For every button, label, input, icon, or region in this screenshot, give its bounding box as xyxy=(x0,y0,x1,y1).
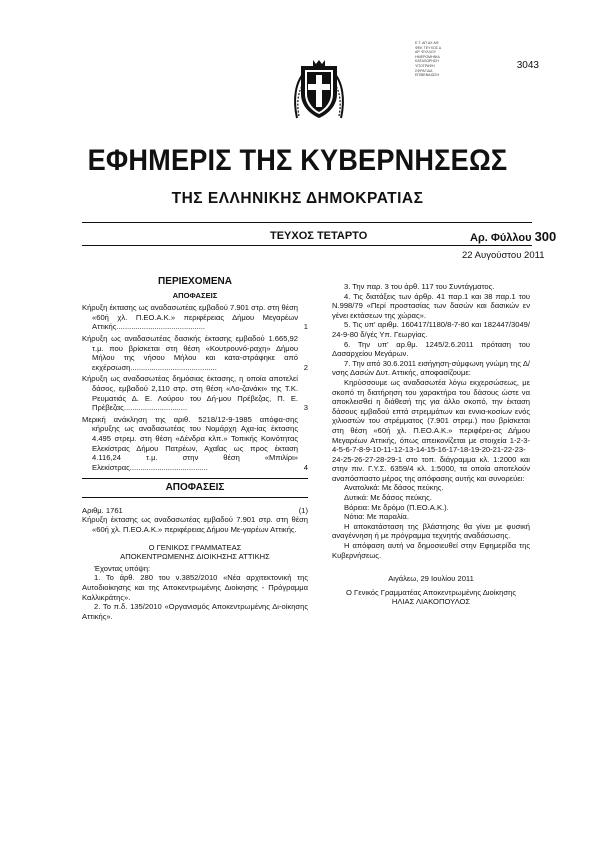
decisions-heading: ΑΠΟΦΑΣΕΙΣ xyxy=(165,482,225,494)
contents-entry xyxy=(82,374,308,412)
restoration-clause: Η αποκατάσταση της βλάστησης θα γίνει με φυσική αναγέννηση ή με πρόγραμμα τεχνητής αναδάσωσης. xyxy=(332,521,530,541)
contents-entry xyxy=(82,415,308,473)
section-divider xyxy=(82,497,308,498)
stamp-line: ΑΡ. ΦΥΛΛΟΥ xyxy=(415,50,437,55)
stamp-line: ΣΦΡΑΓΙΔΑ xyxy=(415,68,433,73)
boundary-west: Δυτικά: Με δάσος πεύκης. xyxy=(344,493,432,503)
contents-entry-text: Κήρυξη ως αναδασωτέας δημόσιας έκτασης, η οποία αποτελεί δάσος, εμβαδού 2,110 στρ. στη θέση «Λο-ζανάκι» της Τ.Κ. Ρευματιάς Δ. Ε. Λούρου του Δή-μου Πρέβεζας, Π. Ε. Πρέβεζας.............................. xyxy=(82,374,298,413)
recital-item: 1. Το άρθ. 280 του ν.3852/2010 «Νέα αρχιτεκτονική της Αυτοδιοίκησης και της Αποκεντρωμένης Διοίκησης - Πρόγραμμα Καλλικράτης». xyxy=(82,573,308,602)
stamp-line: ΥΠΟΓΡΑΦΗ xyxy=(415,63,435,68)
stamp-line: ΦΕΚ ΤΕΥΧΟΣ Δ xyxy=(415,45,442,50)
decision-body: Κηρύσσουμε ως αναδασωτέα λόγω εκχερσώσεως, με σκοπό τη διατήρηση του χαρακτήρα του δάσους ώστε να αποκλεισθεί η διάθεσή της για άλλο σκοπό, την έκταση δάσους εμβαδού επτά στρεμμάτων και εννια-κοσίων ενός χιλιοστών του στρέμματος (7.901 στρεμ.) που βρίσκεται στη θέση «60ή χλ. Π.ΕΟ.Α.Κ.» περιφέρει-ας Δήμου Μεγαρέων Αττικής, όπως απεικονίζεται με στοιχεία 1-2-3-4-5-6-7-8-9-10-11-12-13-14-15-16-17-18-19-20-21-22-23-24-25-26-27-28-29-1 στο τοπ. διάγραμμα κλ. 1:2000 και στην πιν. Γ.Υ.Σ. 6359/4 κλ. 1:5000, τα οποία αποτελούν αναπόσπαστο μέρος της απόφασης αυτής και συνορεύει: xyxy=(332,377,530,483)
decision-summary: Κήρυξη έκτασης ως αναδασωτέας εμβαδού 7.901 στρ. στη θέση «60ή χλ. Π.ΕΟ.Α.Κ.» περιφέρειας Δήμου Με-γαρέων Αττικής. xyxy=(82,515,308,535)
recital-item: 2. Το π.δ. 135/2010 «Οργανισμός Αποκεντρωμένης Δι-οίκησης Αττικής». xyxy=(82,602,308,621)
right-column xyxy=(332,282,530,607)
publication-clause: Η απόφαση αυτή να δημοσιευθεί στην Εφημερίδα της Κυβερνήσεως. xyxy=(332,541,530,560)
signer-name: ΗΛΙΑΣ ΛΙΑΚΟΠΟΥΛΟΣ xyxy=(391,597,471,607)
stamp-line: Ε.Τ. ΑΠ ΑΧ ΑΦ xyxy=(415,41,439,45)
left-column xyxy=(82,269,308,621)
boundary-north: Βόρεια: Με δρόμο (Π.ΕΟ.Α.Κ.). xyxy=(344,502,449,512)
signer-title: Ο Γενικός Γραμματέας Αποκεντρωμένης Διοίκησης xyxy=(346,587,516,597)
issue-sheet-number xyxy=(470,229,556,244)
registration-stamp xyxy=(415,41,481,78)
stamp-line: ΚΑΤΑΧΩΡΗΣΗ xyxy=(415,59,439,64)
contents-heading: ΠΕΡΙΕΧΟΜΕΝΑ xyxy=(158,276,232,287)
recital-item: 4. Τις διατάξεις των άρθρ. 41 παρ.1 και 38 παρ.1 του Ν.998/79 «Περί προστασίας των δασών και δασικών εν γένει εκτάσεων της χώρας». xyxy=(332,291,530,320)
contents-entry-page: 3 xyxy=(303,403,308,413)
header-rule-bottom xyxy=(82,245,532,246)
gazette-subtitle: ΤΗΣ ΕΛΛΗΝΙΚΗΣ ΔΗΜΟΚΡΑΤΙΑΣ xyxy=(171,190,424,207)
contents-entry-page: 4 xyxy=(303,462,308,472)
recital-item: 5. Τις υπ' αριθμ. 160417/1180/8-7-80 και 182447/3049/ 24-9-80 δ/γές Υπ. Γεωργίας. xyxy=(332,320,530,339)
recital-item: 3. Την παρ. 3 του άρθ. 117 του Συντάγματος. xyxy=(344,282,495,291)
decision-header xyxy=(82,506,308,516)
having-regard: Έχοντας υπόψη: xyxy=(94,563,151,573)
decision-number: Αριθμ. 1761 xyxy=(82,505,123,515)
gazette-title: ΕΦΗΜΕΡΙΣ ΤΗΣ ΚΥΒΕΡΝΗΣΕΩΣ xyxy=(87,144,508,177)
page-number: 3043 xyxy=(516,60,539,71)
boundary-south: Νότια: Με παραλία. xyxy=(344,512,409,522)
contents-entry-text: Μερική ανάκληση της αριθ. 5218/12-9-1985 απόφα-σης κήρυξης ως αναδασωτέας του Νομάρχη Αχα-ίας έκτασης 4.495 στρεμ. στη θέση «Δένδρα κλπ.» Τοπικής Κοινότητας Ελεκίστρας Δήμου Πατρέων, Αχαΐας ως προς έκταση 4.116,24 τ.μ. στην θέση «Μπιλίρι» Ελεκίστρας..................................... xyxy=(82,414,298,472)
sheet-number: 300 xyxy=(534,229,557,244)
contents-entry-text: Κήρυξη έκτασης ως αναδασωτέας εμβαδού 7.901 στρ. στη θέση «60ή χλ. Π.ΕΟ.Α.Κ.» περιφέρειας Δήμου Μεγαρέων Αττικής.......................................... xyxy=(82,303,298,332)
stamp-line: ΗΜΕΡΟΜΗΝΙΑ xyxy=(415,54,440,59)
contents-entry-page: 2 xyxy=(303,362,308,372)
recital-item: 6. Την υπ' αρ.θμ. 1245/2.6.2011 πρόταση του Δασαρχείου Μεγάρων. xyxy=(332,339,530,359)
issue-part: ΤΕΥΧΟΣ ΤΕΤΑΡΤΟ xyxy=(270,230,368,242)
header-rule-top xyxy=(82,222,532,223)
issue-date: 22 Αυγούστου 2011 xyxy=(462,250,545,261)
decision-ref: (1) xyxy=(298,505,308,515)
contents-subheading: ΑΠΟΦΑΣΕΙΣ xyxy=(172,290,218,300)
place-date: Αιγάλεω, 29 Ιουλίου 2011 xyxy=(388,574,474,584)
section-divider xyxy=(82,478,308,479)
stamp-line: ΕΠΙΒΕΒΑΙΩΣΗ xyxy=(415,73,440,78)
authority-subtitle: ΑΠΟΚΕΝΤΡΩΜΕΝΗΣ ΔΙΟΙΚΗΣΗΣ ΑΤΤΙΚΗΣ xyxy=(120,552,270,562)
contents-entry-page: 1 xyxy=(303,322,308,332)
contents-entry xyxy=(82,303,308,332)
contents-entry xyxy=(82,334,308,372)
sheet-label: Αρ. Φύλλου xyxy=(470,232,532,244)
contents-entry-text: Κήρυξη ως αναδασωτέας δασικής έκτασης εμβαδού 1.665,92 τ.μ. που βρίσκεται στη θέση «Κουτρουνό-ραχη» Δήμου Μήλου της νήσου Μήλου και κατα-στράφηκε από εκχέρσωση......................................... xyxy=(82,333,298,372)
authority-title: Ο ΓΕΝΙΚΟΣ ΓΡΑΜΜΑΤΕΑΣ xyxy=(148,542,242,552)
recital-item: 7. Την από 30.6.2011 εισήγηση-σύμφωνη γνώμη της Δ/νσης Δασών Δυτ. Αττικής, αποφασίζουμε: xyxy=(332,358,530,378)
boundary-east: Ανατολικά: Με δάσος πεύκης. xyxy=(344,483,444,493)
signature-block xyxy=(332,574,530,607)
coat-of-arms-icon xyxy=(291,60,347,124)
